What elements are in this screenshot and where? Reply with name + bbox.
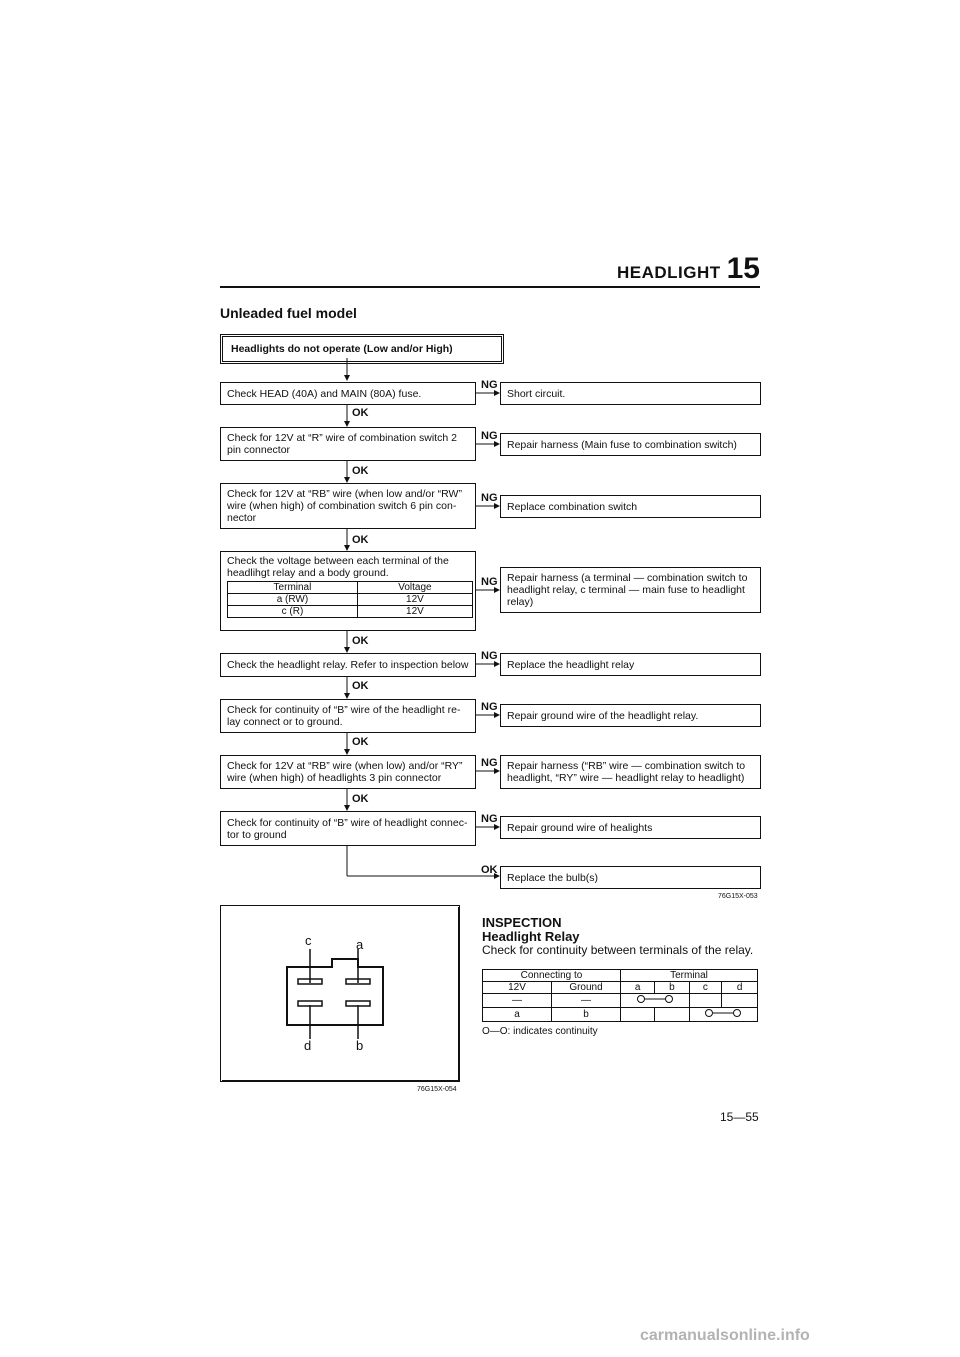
relay-figure-code: 76G15X-054 <box>417 1086 457 1093</box>
remedy-text: Repair harness (a terminal — combination switch to headlight relay, c terminal — main fuse to headlight relay) <box>507 572 748 608</box>
ng-label: NG <box>481 430 498 442</box>
ok-label: OK <box>352 407 369 419</box>
table-row <box>228 594 473 606</box>
ng-label: NG <box>481 650 498 662</box>
ok-label: OK <box>352 793 369 805</box>
watermark: carmanualsonline.info <box>640 1327 810 1344</box>
section-number: 15 <box>726 252 760 285</box>
continuity-symbol <box>635 994 675 1004</box>
ok-label: OK <box>352 635 369 647</box>
check-step-4 <box>220 551 476 631</box>
check-text: Check for 12V at “R” wire of combination switch 2 pin connector <box>227 432 457 456</box>
voltage-table <box>227 581 473 618</box>
check-step-6 <box>220 699 476 733</box>
table-cell: a (RW) <box>228 594 358 606</box>
ng-label: NG <box>481 701 498 713</box>
remedy-step-2 <box>500 433 761 456</box>
relay-diagram <box>280 935 390 1055</box>
ok-label: OK <box>352 534 369 546</box>
group-header-cell: Terminal <box>621 970 758 982</box>
remedy-text: Repair ground wire of the headlight relay. <box>507 709 699 722</box>
ok-label: OK <box>352 680 369 692</box>
continuity-mark-cell <box>621 994 690 1008</box>
inspection-heading: INSPECTION <box>482 915 562 930</box>
remedy-text: Repair ground wire of healights <box>507 821 653 834</box>
start-text: Headlights do not operate (Low and/or High) <box>231 343 453 355</box>
check-text: Check for continuity of “B” wire of headlight connec-tor to ground <box>227 816 468 841</box>
remedy-text: Repair harness (“RB” wire — combination switch to headlight, “RY” wire — headlight relay to headlight) <box>507 760 746 784</box>
table-row <box>483 1008 758 1022</box>
col-header-cell: b <box>655 982 689 994</box>
voltage-table-header <box>228 582 473 594</box>
table-cell <box>655 1008 689 1022</box>
table-cell <box>689 994 722 1008</box>
inspection-subheading: Headlight Relay <box>482 929 580 944</box>
page-number: 15—55 <box>720 1110 759 1124</box>
ng-label: NG <box>481 813 498 825</box>
continuity-legend: O—O: indicates continuity <box>482 1026 598 1037</box>
terminal-label-c: c <box>305 933 312 948</box>
table-cell: b <box>552 1008 621 1022</box>
remedy-step-6 <box>500 704 761 727</box>
flowchart-figure-code: 76G15X-053 <box>718 893 758 900</box>
check-step-5 <box>220 653 476 677</box>
table-cell: a <box>483 1008 552 1022</box>
col-header-cell: Ground <box>552 982 621 994</box>
remedy-text: Replace the bulb(s) <box>507 871 599 884</box>
check-text: Check for 12V at “RB” wire (when low and/or “RW” wire (when high) of combination switch 6 pin con-nector <box>227 488 462 524</box>
ng-label: NG <box>481 576 498 588</box>
check-step-8 <box>220 811 476 846</box>
remedy-step-3 <box>500 495 761 518</box>
remedy-step-8 <box>500 816 761 839</box>
table-cell: 12V <box>357 606 472 618</box>
ng-label: NG <box>481 492 498 504</box>
ng-label: NG <box>481 757 498 769</box>
table-cell <box>621 1008 655 1022</box>
table-cell <box>722 994 758 1008</box>
terminal-label-a: a <box>356 937 364 952</box>
flowchart-start-box <box>220 334 504 364</box>
check-text: Check for 12V at “RB” wire (when low) and/or “RY” wire (when high) of headlights 3 pin connector <box>227 760 463 784</box>
check-text: Check the headlight relay. Refer to inspection below <box>227 659 469 671</box>
continuity-mark-cell <box>689 1008 758 1022</box>
inspection-heading-block <box>482 916 580 944</box>
remedy-step-4 <box>500 567 761 613</box>
remedy-text: Replace the headlight relay <box>507 658 635 671</box>
continuity-table <box>482 969 758 1022</box>
terminal-label-d: d <box>304 1038 312 1053</box>
continuity-col-header <box>483 982 758 994</box>
ok-label: OK <box>481 864 498 876</box>
inspection-text: Check for continuity between terminals of the relay. <box>482 943 754 957</box>
col-header-cell: d <box>722 982 758 994</box>
ok-label: OK <box>352 736 369 748</box>
relay-frame-shadow <box>222 1080 460 1082</box>
check-step-2 <box>220 427 476 461</box>
check-step-7 <box>220 755 476 789</box>
ok-label: OK <box>352 465 369 477</box>
remedy-step-1 <box>500 382 761 405</box>
remedy-final <box>500 866 761 889</box>
table-row <box>483 994 758 1008</box>
continuity-symbol <box>703 1008 743 1018</box>
group-header-cell: Connecting to <box>483 970 621 982</box>
col-header-cell: c <box>689 982 722 994</box>
table-cell: 12V <box>357 594 472 606</box>
remedy-step-5 <box>500 653 761 676</box>
remedy-text: Short circuit. <box>507 387 566 400</box>
table-row <box>228 606 473 618</box>
table-cell: — <box>552 994 621 1008</box>
check-text: Check the voltage between each terminal of the headlihgt relay and a body ground. <box>227 555 449 579</box>
remedy-step-7 <box>500 755 761 789</box>
ng-label: NG <box>481 379 498 391</box>
check-step-3 <box>220 483 476 529</box>
page-subtitle: Unleaded fuel model <box>220 305 357 321</box>
terminal-label-b: b <box>356 1038 364 1053</box>
relay-frame-shadow <box>458 907 460 1082</box>
remedy-text: Replace combination switch <box>507 500 638 513</box>
col-header-cell: a <box>621 982 655 994</box>
table-cell: c (R) <box>228 606 358 618</box>
table-cell: — <box>483 994 552 1008</box>
voltage-table-header-cell: Voltage <box>357 582 472 594</box>
remedy-text: Repair harness (Main fuse to combination switch) <box>507 438 737 451</box>
check-text: Check for continuity of “B” wire of the headlight re-lay connect or to ground. <box>227 704 461 728</box>
continuity-group-header <box>483 970 758 982</box>
check-text: Check HEAD (40A) and MAIN (80A) fuse. <box>227 387 422 400</box>
check-step-1 <box>220 382 476 405</box>
voltage-table-header-cell: Terminal <box>228 582 358 594</box>
col-header-cell: 12V <box>483 982 552 994</box>
section-title: HEADLIGHT <box>616 263 721 282</box>
